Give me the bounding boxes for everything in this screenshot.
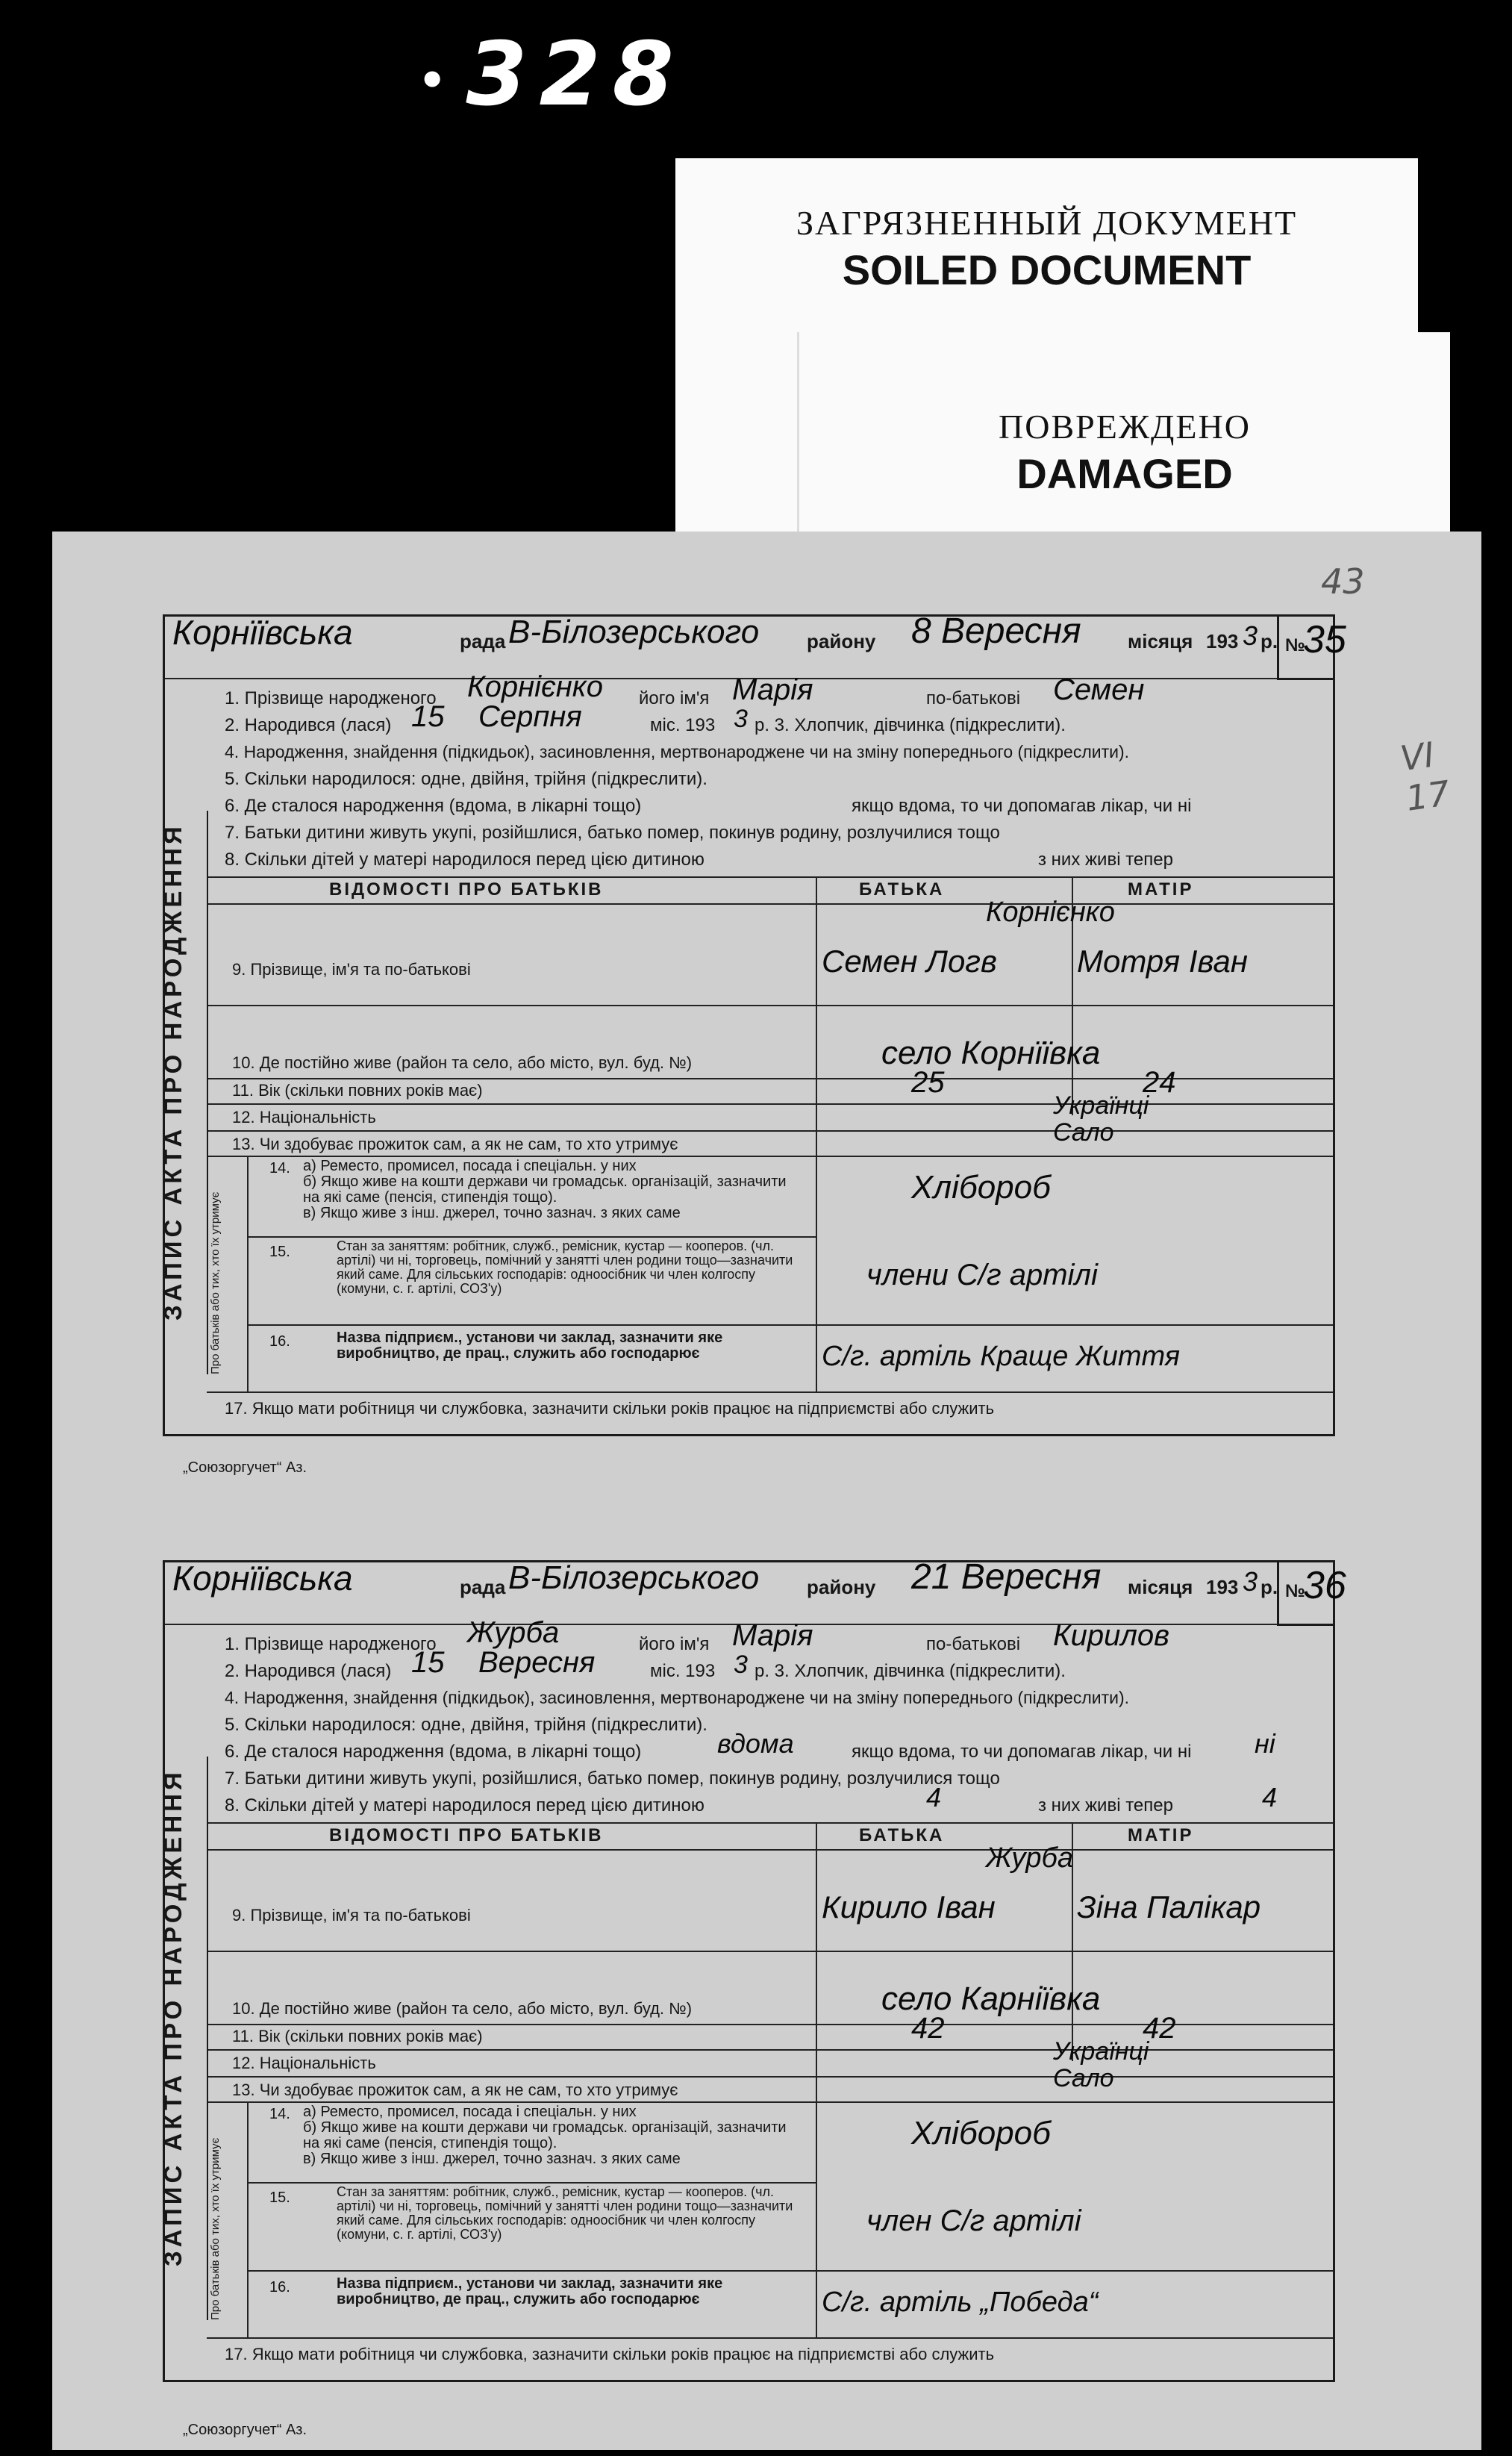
q12-label: 12. Національність <box>232 1108 376 1126</box>
printer-mark-1: „Союзоргучет“ Аз. <box>183 1459 307 1476</box>
month-label: місяця <box>1128 630 1193 652</box>
child-surname: Журба <box>467 1616 560 1649</box>
record-number: 35 <box>1303 618 1346 661</box>
printer-mark-2: „Союзоргучет“ Аз. <box>183 2422 307 2438</box>
row12-rule <box>207 2076 1333 2078</box>
row16-rule <box>207 1391 1333 1393</box>
birth-day: 15 <box>411 700 445 733</box>
birth-year-digit: 3 <box>734 1651 748 1679</box>
table-top-rule <box>207 1822 1333 1824</box>
l1-name-label: його ім'я <box>639 1634 710 1654</box>
year-digit: 3 <box>1243 620 1258 651</box>
l6-doctor-label: якщо вдома, то чи допомагав лікар, чи ні <box>852 796 1192 816</box>
father-name: Семен Логв <box>822 944 997 979</box>
birth-month: Серпня <box>478 700 582 733</box>
doctor-answer: ні <box>1255 1728 1275 1759</box>
occupation-status: член С/г артілі <box>866 2204 1081 2237</box>
father-age: 25 <box>911 1066 945 1099</box>
subcol-rule <box>247 1156 249 1391</box>
year-prefix: 193 <box>1206 1576 1239 1598</box>
child-patronymic: Семен <box>1053 673 1145 706</box>
children-alive: 4 <box>1262 1782 1278 1813</box>
row14-rule <box>247 1236 816 1238</box>
record-number-box <box>1277 1560 1346 1626</box>
year-suffix: р. <box>1260 1576 1278 1598</box>
l2-year-label: міс. 193 <box>650 1661 716 1681</box>
side-title-column <box>159 1757 208 2320</box>
rada-label: рада <box>460 1576 506 1598</box>
margin-pencil-note: VI 17 <box>1397 734 1453 819</box>
record-number-box <box>1277 614 1346 680</box>
damaged-ru: ПОВРЕЖДЕНО <box>999 408 1251 446</box>
row13-rule <box>207 1156 1333 1157</box>
q15-num: 15. <box>269 1244 290 1260</box>
row16-rule <box>207 2337 1333 2339</box>
q14-num: 14. <box>269 1160 290 1176</box>
raion-label: району <box>807 1576 876 1598</box>
l2-year-label: міс. 193 <box>650 715 716 735</box>
self-support: Сало <box>1053 1118 1114 1147</box>
child-patronymic: Кирилов <box>1053 1619 1169 1652</box>
soiled-ru: ЗАГРЯЗНЕННЫЙ ДОКУМЕНТ <box>796 204 1298 242</box>
birth-record-36 <box>159 1557 1346 2382</box>
raion-label: району <box>807 630 876 652</box>
row12-rule <box>207 1130 1333 1132</box>
q9-label: 9. Прізвище, ім'я та по-батькові <box>232 1906 471 1924</box>
q15-num: 15. <box>269 2189 290 2206</box>
occupation-status: члени С/г артілі <box>866 1259 1098 1291</box>
self-support: Сало <box>1053 2064 1114 2092</box>
children-before: 4 <box>926 1782 942 1813</box>
l6-label: 6. Де сталося народження (вдома, в лікарні тощо) <box>225 796 642 816</box>
workplace: С/г. артіль Краще Життя <box>822 1341 1181 1372</box>
table-header-rule <box>207 1849 1333 1851</box>
workplace: С/г. артіль „Победа“ <box>822 2287 1099 2318</box>
registration-date: 21 Вересня <box>911 1557 1102 1597</box>
l1-label: 1. Прізвище народженого <box>225 1634 437 1654</box>
damaged-stamp <box>797 332 1450 534</box>
row11-rule <box>207 2049 1333 2051</box>
selsovet-name: Корнїївська <box>172 613 353 652</box>
year-suffix: р. <box>1260 630 1278 652</box>
father-header: БАТЬКА <box>859 1825 945 1845</box>
side-subtitle: Про батьків або тих, хто їх утримує <box>209 1191 222 1375</box>
l6-label: 6. Де сталося народження (вдома, в лікарні тощо) <box>225 1742 642 1762</box>
parents-header: ВІДОМОСТІ ПРО БАТЬКІВ <box>329 1825 604 1845</box>
nationality: Українці <box>1053 2037 1149 2066</box>
selsovet-name: Корнїївська <box>172 1559 353 1598</box>
parents-header: ВІДОМОСТІ ПРО БАТЬКІВ <box>329 879 604 900</box>
child-given-name: Марія <box>732 1619 813 1652</box>
l5-label: 5. Скільки народилося: одне, двійня, трійня (підкреслити). <box>225 769 707 789</box>
q14-label: а) Реместо, промисел, посада і спеціальн. у них б) Якщо живе на кошти держави чи громадськ. організацій, зазначити на які саме (пенсія, стипендія тощо). в) Якщо живе з інш. джерел, точно зазнач. з яких саме <box>303 2104 787 2167</box>
birth-month: Вересня <box>478 1646 596 1679</box>
q14-label: а) Реместо, промисел, посада і спеціальн. у них б) Якщо живе на кошти держави чи громадськ. організацій, зазначити на які саме (пенсія, стипендія тощо). в) Якщо живе з інш. джерел, точно зазнач. з яких саме <box>303 1158 787 1221</box>
q11-label: 11. Вік (скільки повних років має) <box>232 2027 483 2045</box>
mother-surname: Корнієнко <box>986 897 1115 928</box>
l2-sex-label: р. 3. Хлопчик, дівчинка (підкреслити). <box>755 1661 1066 1681</box>
side-subtitle: Про батьків або тих, хто їх утримує <box>209 2137 222 2321</box>
frame-number: •328 <box>418 22 686 125</box>
q9-label: 9. Прізвище, ім'я та по-батькові <box>232 960 471 979</box>
row9-rule <box>207 1005 1333 1006</box>
mother-header: МАТІР <box>1128 879 1194 900</box>
nationality: Українці <box>1053 1091 1149 1120</box>
residence: село Корнїївка <box>881 1035 1101 1071</box>
q14-num: 14. <box>269 2106 290 2122</box>
l2-label: 2. Народився (лася) <box>225 715 392 735</box>
mother-age: 42 <box>1143 2012 1176 2045</box>
l6-doctor-label: якщо вдома, то чи допомагав лікар, чи ні <box>852 1742 1192 1762</box>
father-column-rule <box>816 1822 817 2337</box>
q16-label: Назва підприєм., установи чи заклад, зазначити яке виробництво, де прац., служить або господарює <box>337 1330 723 1362</box>
table-top-rule <box>207 876 1333 878</box>
mother-age: 24 <box>1143 1066 1176 1099</box>
table-header-rule <box>207 903 1333 905</box>
side-title: ЗАПИС АКТА ПРО НАРОДЖЕННЯ <box>159 1768 187 2267</box>
birth-day: 15 <box>411 1646 445 1679</box>
birth-year-digit: 3 <box>734 705 748 733</box>
birth-place: вдома <box>717 1728 794 1759</box>
q10-label: 10. Де постійно живе (район та село, або місто, вул. буд. №) <box>232 1999 693 2018</box>
row9-rule <box>207 1951 1333 1952</box>
occupation: Хлібороб <box>911 1169 1051 1206</box>
row11-rule <box>207 1103 1333 1105</box>
year-prefix: 193 <box>1206 630 1239 652</box>
soiled-en: SOILED DOCUMENT <box>842 246 1252 293</box>
father-name: Кирило Іван <box>822 1889 996 1924</box>
l1-label: 1. Прізвище народженого <box>225 688 437 708</box>
q12-label: 12. Національність <box>232 2054 376 2072</box>
rada-label: рада <box>460 630 506 652</box>
father-header: БАТЬКА <box>859 879 945 900</box>
l4-label: 4. Народження, знайдення (підкидьок), засиновлення, мертвонароджене чи на зміну попереднього (підкреслити). <box>225 1688 1130 1707</box>
l8-alive-label: з них живі тепер <box>1038 850 1173 870</box>
district-name: В-Білозерського <box>508 1559 760 1596</box>
l1-patronymic-label: по-батькові <box>926 688 1021 708</box>
l2-sex-label: р. 3. Хлопчик, дівчинка (підкреслити). <box>755 715 1066 735</box>
birth-record-35 <box>159 611 1346 1436</box>
l7-label: 7. Батьки дитини живуть укупі, розійшлися, батько помер, покинув родину, розлучилися тощо <box>225 823 1000 843</box>
q10-label: 10. Де постійно живе (район та село, або місто, вул. буд. №) <box>232 1053 693 1072</box>
q11-label: 11. Вік (скільки повних років має) <box>232 1081 483 1100</box>
row13-rule <box>207 2101 1333 2103</box>
q13-label: 13. Чи здобуває прожиток сам, а як не сам, то хто утримує <box>232 2081 678 2099</box>
residence: село Карніївка <box>881 1980 1101 2017</box>
row15-rule <box>247 2270 1333 2272</box>
registration-date: 8 Вересня <box>911 611 1081 651</box>
q17-label: 17. Якщо мати робітниця чи службовка, зазначити скільки років працює на підприємстві або служить <box>225 1399 995 1418</box>
q16-num: 16. <box>269 1333 290 1350</box>
number-sign: № <box>1285 1581 1305 1601</box>
l7-label: 7. Батьки дитини живуть укупі, розійшлися, батько помер, покинув родину, розлучилися тощо <box>225 1768 1000 1789</box>
father-column-rule <box>816 876 817 1391</box>
child-given-name: Марія <box>732 673 813 706</box>
l5-label: 5. Скільки народилося: одне, двійня, трійня (підкреслити). <box>225 1715 707 1735</box>
q15-label: Стан за заняттям: робітник, служб., ремісник, кустар — кооперов. (чл. артілі) чи ні, торговець, помічний у занятті член родини тощо—зазначити який саме. Для сільських господарів: одноосібник чи член колгоспу (комуни, с. г. артілі, СОЗ'у) <box>337 2184 793 2242</box>
record-number: 36 <box>1303 1564 1346 1607</box>
month-label: місяця <box>1128 1576 1193 1598</box>
year-digit: 3 <box>1243 1566 1258 1597</box>
q16-num: 16. <box>269 2279 290 2296</box>
side-title: ЗАПИС АКТА ПРО НАРОДЖЕННЯ <box>159 823 187 1321</box>
mother-name: Зіна Палікар <box>1077 1889 1261 1924</box>
q15-label: Стан за заняттям: робітник, служб., ремісник, кустар — кооперов. (чл. артілі) чи ні, торговець, помічний у занятті член родини тощо—зазначити який саме. Для сільських господарів: одноосібник чи член колгоспу (комуни, с. г. артілі, СОЗ'у) <box>337 1238 793 1296</box>
q16-label: Назва підприєм., установи чи заклад, зазначити яке виробництво, де прац., служить або господарює <box>337 2275 723 2307</box>
row14-rule <box>247 2182 816 2184</box>
l2-label: 2. Народився (лася) <box>225 1661 392 1681</box>
q13-label: 13. Чи здобуває прожиток сам, а як не сам, то хто утримує <box>232 1135 678 1153</box>
q17-label: 17. Якщо мати робітниця чи службовка, зазначити скільки років працює на підприємстві або служить <box>225 2345 995 2363</box>
l1-name-label: його ім'я <box>639 688 710 708</box>
occupation: Хлібороб <box>911 2115 1051 2151</box>
damaged-en: DAMAGED <box>1016 450 1233 497</box>
l8-label: 8. Скільки дітей у матері народилося перед цією дитиною <box>225 850 705 870</box>
number-sign: № <box>1285 635 1305 655</box>
father-age: 42 <box>911 2012 945 2045</box>
subcol-rule <box>247 2101 249 2337</box>
page-pencil-number: 43 <box>1321 561 1365 602</box>
l8-alive-label: з них живі тепер <box>1038 1795 1173 1815</box>
mother-header: МАТІР <box>1128 1825 1194 1845</box>
child-surname: Корнієнко <box>467 670 603 703</box>
district-name: В-Білозерського <box>508 614 760 650</box>
mother-surname: Журба <box>986 1842 1074 1874</box>
row15-rule <box>247 1324 1333 1326</box>
side-title-column <box>159 811 208 1374</box>
l1-patronymic-label: по-батькові <box>926 1634 1021 1654</box>
l4-label: 4. Народження, знайдення (підкидьок), засиновлення, мертвонароджене чи на зміну попереднього (підкреслити). <box>225 742 1130 761</box>
l8-label: 8. Скільки дітей у матері народилося перед цією дитиною <box>225 1795 705 1815</box>
mother-name: Мотря Іван <box>1077 944 1248 979</box>
